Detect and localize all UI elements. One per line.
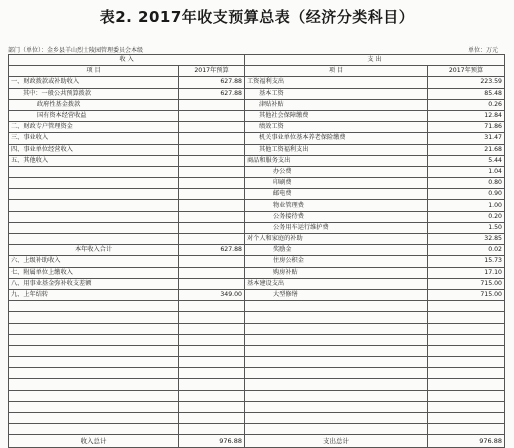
- income-value-cell: 627.88: [179, 77, 245, 88]
- income-value-cell: [179, 301, 245, 312]
- income-value-cell: [179, 401, 245, 412]
- income-item-cell: [9, 357, 179, 368]
- expense-value-cell: 31.47: [428, 133, 505, 144]
- expense-item-cell: 其他社会保障缴费: [245, 110, 428, 121]
- expense-item-cell: 津贴补贴: [245, 99, 428, 110]
- expense-item-cell: 印刷费: [245, 178, 428, 189]
- expense-item-cell: 对个人和家庭的补助: [245, 234, 428, 245]
- expense-value-cell: 0.90: [428, 189, 505, 200]
- income-value-cell: [179, 357, 245, 368]
- income-section-header: 收 入: [9, 55, 245, 66]
- expense-value-cell: 715.00: [428, 278, 505, 289]
- expense-value-cell: 1.04: [428, 166, 505, 177]
- expense-value-cell: 0.20: [428, 211, 505, 222]
- totals-row: [9, 435, 505, 448]
- expense-value-cell: [428, 357, 505, 368]
- income-value-cell: [179, 334, 245, 345]
- income-item-cell: [9, 401, 179, 412]
- expense-value-cell: [428, 368, 505, 379]
- table-row: [9, 99, 505, 110]
- table-row: [9, 110, 505, 121]
- income-value-cell: 349.00: [179, 289, 245, 300]
- income-item-cell: [9, 301, 179, 312]
- expense-item-cell: [245, 413, 428, 424]
- expense-value-cell: [428, 312, 505, 323]
- income-item-cell: [9, 200, 179, 211]
- expense-value-cell: 223.59: [428, 77, 505, 88]
- table-row: [9, 357, 505, 368]
- table-row: [9, 178, 505, 189]
- table-row: [9, 301, 505, 312]
- expense-value-cell: [428, 301, 505, 312]
- income-item-cell: 九、上年结转: [9, 289, 179, 300]
- income-value-cell: [179, 368, 245, 379]
- expense-value-cell: 17.10: [428, 267, 505, 278]
- income-item-cell: 二、财政专户管理资金: [9, 122, 179, 133]
- expense-item-cell: 物业管理费: [245, 200, 428, 211]
- income-value-cell: [179, 110, 245, 121]
- table-row: [9, 413, 505, 424]
- income-value-cell: [179, 267, 245, 278]
- income-item-cell: 六、上级补助收入: [9, 256, 179, 267]
- expense-value-cell: 71.86: [428, 122, 505, 133]
- income-value-cell: [179, 99, 245, 110]
- income-value-cell: [179, 189, 245, 200]
- table-row: [9, 289, 505, 300]
- expense-value-cell: [428, 334, 505, 345]
- table-row: [9, 401, 505, 412]
- expense-budget-header: 2017年预算: [428, 66, 505, 77]
- income-item-cell: [9, 234, 179, 245]
- income-value-cell: [179, 122, 245, 133]
- expense-value-cell: 0.02: [428, 245, 505, 256]
- table-body: [9, 77, 505, 435]
- income-value-cell: 627.88: [179, 245, 245, 256]
- expense-item-cell: 办公费: [245, 166, 428, 177]
- income-item-cell: [9, 345, 179, 356]
- expense-value-cell: 15.73: [428, 256, 505, 267]
- income-value-cell: [179, 278, 245, 289]
- table-row: [9, 133, 505, 144]
- table-row: [9, 234, 505, 245]
- table-row: [9, 211, 505, 222]
- income-item-cell: [9, 323, 179, 334]
- income-item-cell: 三、事业收入: [9, 133, 179, 144]
- income-value-cell: [179, 133, 245, 144]
- income-value-cell: [179, 390, 245, 401]
- income-item-cell: [9, 189, 179, 200]
- expense-value-cell: 0.80: [428, 178, 505, 189]
- table-row: [9, 122, 505, 133]
- income-item-cell: 政府性基金拨款: [9, 99, 179, 110]
- expense-item-cell: 工资福利支出: [245, 77, 428, 88]
- expense-item-cell: 住房公积金: [245, 256, 428, 267]
- income-value-cell: [179, 178, 245, 189]
- unit-label: 单位：万元: [467, 47, 498, 54]
- income-item-header: 项 目: [9, 66, 179, 77]
- expense-item-cell: 基本建设支出: [245, 278, 428, 289]
- expense-item-cell: 机关事业单位基本养老保险缴费: [245, 133, 428, 144]
- table-row: [9, 278, 505, 289]
- expense-item-header: 项 目: [245, 66, 428, 77]
- expense-value-cell: 21.68: [428, 144, 505, 155]
- table-row: [9, 312, 505, 323]
- table-row: [9, 256, 505, 267]
- table-row: [9, 144, 505, 155]
- expense-item-cell: [245, 334, 428, 345]
- expense-section-header: 支 出: [245, 55, 505, 66]
- expense-value-cell: [428, 401, 505, 412]
- income-item-cell: 七、附属单位上缴收入: [9, 267, 179, 278]
- expense-value-cell: 85.48: [428, 88, 505, 99]
- expense-value-cell: 715.00: [428, 289, 505, 300]
- expense-item-cell: 公务用车运行维护费: [245, 222, 428, 233]
- income-item-cell: [9, 166, 179, 177]
- table-row: [9, 222, 505, 233]
- expense-item-cell: [245, 390, 428, 401]
- expense-item-cell: 基本工资: [245, 88, 428, 99]
- expense-value-cell: [428, 345, 505, 356]
- expense-value-cell: [428, 323, 505, 334]
- expense-item-cell: [245, 301, 428, 312]
- expense-value-cell: 1.50: [428, 222, 505, 233]
- expense-item-cell: 大型修缮: [245, 289, 428, 300]
- expense-total-label: 支出总计: [245, 435, 428, 448]
- income-budget-header: 2017年预算: [179, 66, 245, 77]
- expense-item-cell: 奖励金: [245, 245, 428, 256]
- table-row: [9, 334, 505, 345]
- income-value-cell: [179, 234, 245, 245]
- income-item-cell: [9, 413, 179, 424]
- table-row: [9, 345, 505, 356]
- income-item-cell: [9, 424, 179, 435]
- expense-value-cell: [428, 413, 505, 424]
- expense-value-cell: 0.26: [428, 99, 505, 110]
- expense-item-cell: [245, 345, 428, 356]
- department-label: 部门（单位）：金乡县羊山烈士陵园管理委员会本级: [8, 47, 144, 54]
- expense-item-cell: 商品和服务支出: [245, 155, 428, 166]
- income-item-cell: [9, 178, 179, 189]
- expense-item-cell: 购房补贴: [245, 267, 428, 278]
- table-row: [9, 424, 505, 435]
- income-item-cell: 本年收入合计: [9, 245, 179, 256]
- income-item-cell: 八、用事业基金弥补收支差额: [9, 278, 179, 289]
- expense-value-cell: 32.85: [428, 234, 505, 245]
- income-value-cell: [179, 200, 245, 211]
- expense-total-value: 976.88: [428, 435, 505, 448]
- income-value-cell: 627.88: [179, 88, 245, 99]
- expense-value-cell: [428, 379, 505, 390]
- table-row: [9, 368, 505, 379]
- column-header-row: [9, 66, 505, 77]
- income-item-cell: 一、财政拨款或补助收入: [9, 77, 179, 88]
- income-item-cell: [9, 368, 179, 379]
- table-row: [9, 166, 505, 177]
- expense-value-cell: [428, 424, 505, 435]
- expense-value-cell: 5.44: [428, 155, 505, 166]
- section-header-row: [9, 55, 505, 66]
- income-value-cell: [179, 211, 245, 222]
- expense-item-cell: [245, 368, 428, 379]
- income-value-cell: [179, 256, 245, 267]
- expense-item-cell: 邮电费: [245, 189, 428, 200]
- table-row: [9, 245, 505, 256]
- income-value-cell: [179, 379, 245, 390]
- expense-item-cell: 公务接待费: [245, 211, 428, 222]
- budget-table: [8, 54, 505, 448]
- income-total-value: 976.88: [179, 435, 245, 448]
- table-row: [9, 267, 505, 278]
- income-value-cell: [179, 345, 245, 356]
- expense-item-cell: 绩效工资: [245, 122, 428, 133]
- income-item-cell: [9, 379, 179, 390]
- table-row: [9, 379, 505, 390]
- table-row: [9, 200, 505, 211]
- income-value-cell: [179, 312, 245, 323]
- expense-item-cell: 其他工资福利支出: [245, 144, 428, 155]
- expense-item-cell: [245, 312, 428, 323]
- expense-value-cell: 12.84: [428, 110, 505, 121]
- table-row: [9, 88, 505, 99]
- income-total-label: 收入总计: [9, 435, 179, 448]
- income-item-cell: [9, 334, 179, 345]
- income-item-cell: [9, 211, 179, 222]
- expense-item-cell: [245, 379, 428, 390]
- table-row: [9, 155, 505, 166]
- income-value-cell: [179, 144, 245, 155]
- expense-value-cell: 1.00: [428, 200, 505, 211]
- expense-item-cell: [245, 323, 428, 334]
- income-value-cell: [179, 323, 245, 334]
- income-item-cell: [9, 312, 179, 323]
- income-item-cell: 五、其他收入: [9, 155, 179, 166]
- expense-item-cell: [245, 424, 428, 435]
- expense-item-cell: [245, 357, 428, 368]
- income-item-cell: [9, 222, 179, 233]
- table-row: [9, 390, 505, 401]
- expense-value-cell: [428, 390, 505, 401]
- income-value-cell: [179, 166, 245, 177]
- income-value-cell: [179, 155, 245, 166]
- income-value-cell: [179, 222, 245, 233]
- income-item-cell: 国有资本经营收益: [9, 110, 179, 121]
- income-item-cell: 四、事业单位经营收入: [9, 144, 179, 155]
- table-row: [9, 189, 505, 200]
- income-value-cell: [179, 424, 245, 435]
- income-value-cell: [179, 413, 245, 424]
- income-item-cell: 其中：一般公共预算拨款: [9, 88, 179, 99]
- table-row: [9, 323, 505, 334]
- expense-item-cell: [245, 401, 428, 412]
- page-title: 表2. 2017年收支预算总表（经济分类科目）: [99, 8, 415, 26]
- income-item-cell: [9, 390, 179, 401]
- table-row: [9, 77, 505, 88]
